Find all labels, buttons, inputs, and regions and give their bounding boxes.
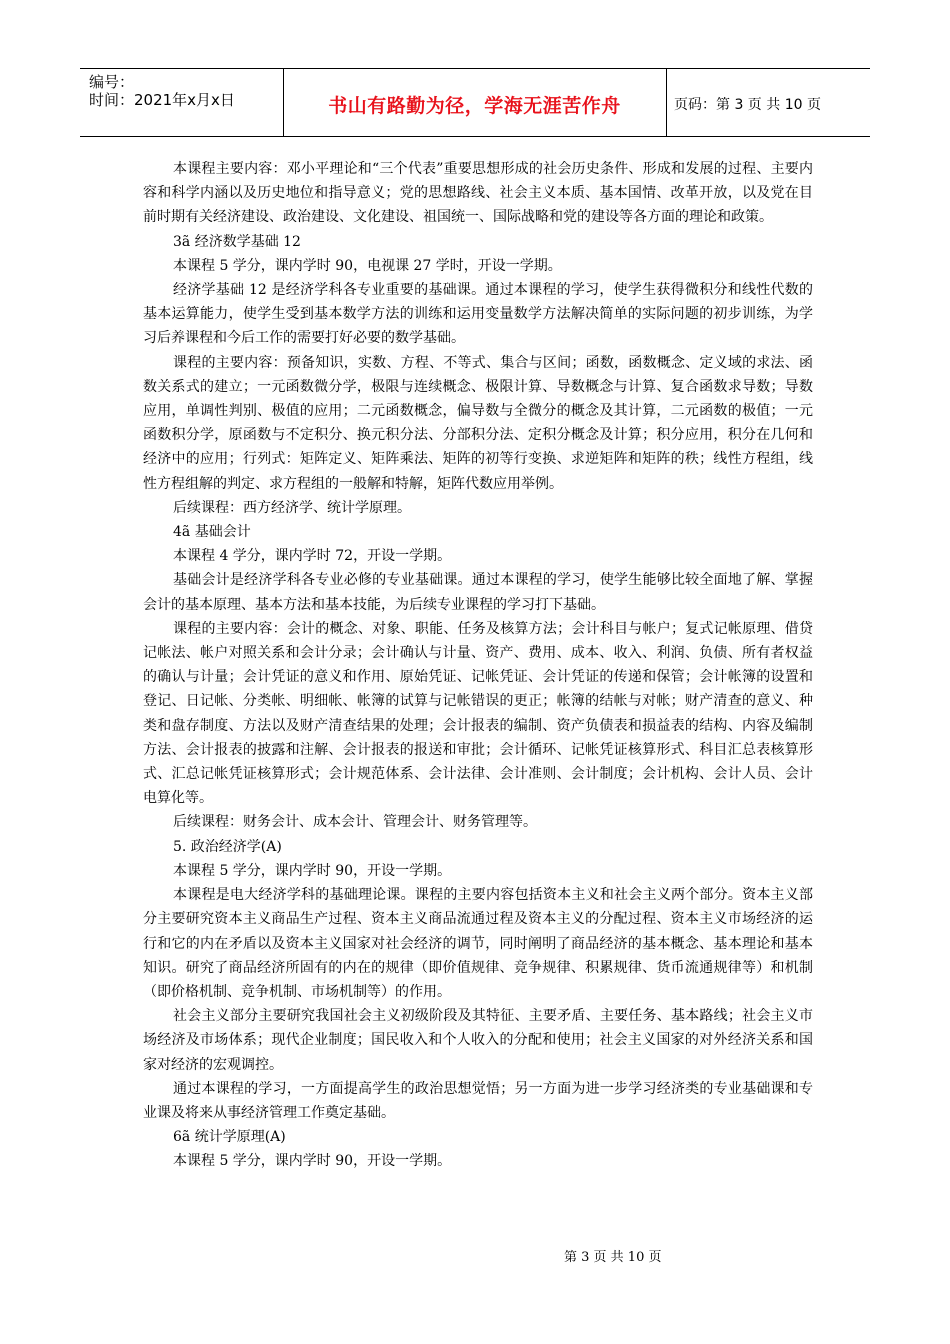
paragraph: 本课程是电大经济学科的基础理论课。课程的主要内容包括资本主义和社会主义两个部分。资本主义部分主要研究资本主义商品生产过程、资本主义商品流通过程及资本主义的分配过程、资本主义市场经济的运行和它的内在矛盾以及资本主义国家对社会经济的调节，同时阐明了商品经济的基本概念、基本理论和基本知识。研究了商品经济所固有的内在的规律（即价值规律、竞争规律、积累规律、货币流通规律等）和机制（即价格机制、竞争机制、市场机制等）的作用。 xyxy=(143,887,813,1000)
header-motto: 书山有路勤为径，学海无涯苦作舟 xyxy=(328,95,621,117)
paragraph: 本课程主要内容：邓小平理论和“三个代表”重要思想形成的社会历史条件、形成和发展的过程、主要内容和科学内涵以及历史地位和指导意义；党的思想路线、社会主义本质、基本国情、改革开放，以及党在目前时期有关经济建设、政治建设、文化建设、祖国统一、国际战略和党的建设等各方面的理论和政策。 xyxy=(143,161,813,226)
header-meta-cell xyxy=(80,69,284,136)
section-heading: 3ã 经济数学基础 12 xyxy=(173,233,301,250)
paragraph: 基础会计是经济学科各专业必修的专业基础课。通过本课程的学习，使学生能够比较全面地了解、掌握会计的基本原理、基本方法和基本技能，为后续专业课程的学习打下基础。 xyxy=(143,572,813,613)
document-body xyxy=(143,157,813,1174)
paragraph: 通过本课程的学习，一方面提高学生的政治思想觉悟；另一方面为进一步学习经济类的专业基础课和专业课及将来从事经济管理工作奠定基础。 xyxy=(143,1080,813,1121)
paragraph: 课程的主要内容：预备知识，实数、方程、不等式、集合与区间；函数，函数概念、定义域的求法、函数关系式的建立；一元函数微分学，极限与连续概念、极限计算、导数概念与计算、复合函数求导数；导数应用，单调性判别、极值的应用；二元函数概念，偏导数与全微分的概念及其计算，二元函数的极值；一元函数积分学，原函数与不定积分、换元积分法、分部积分法、定积分概念及计算；积分应用，积分在几何和经济中的应用；行列式：矩阵定义、矩阵乘法、矩阵的初等行变换、求逆矩阵和矩阵的秩；线性方程组，线性方程组解的判定、求方程组的一般解和特解，矩阵代数应用举例。 xyxy=(143,354,813,492)
paragraph: 本课程 4 学分，课内学时 72，开设一学期。 xyxy=(173,548,452,565)
section-heading: 5. 政治经济学(A) xyxy=(173,838,282,855)
paragraph: 课程的主要内容：会计的概念、对象、职能、任务及核算方法；会计科目与帐户；复式记帐原理、借贷记帐法、帐户对照关系和会计分录；会计确认与计量、资产、费用、成本、收入、利润、负债、所有者权益的确认与计量；会计凭证的意义和作用、原始凭证、记帐凭证、会计凭证的传递和保管；会计帐簿的设置和登记、日记帐、分类帐、明细帐、帐簿的试算与记帐错误的更正；帐簿的结帐与对帐；财产清查的意义、种类和盘存制度、方法以及财产清查结果的处理；会计报表的编制、资产负债表和损益表的结构、内容及编制方法、会计报表的披露和注解、会计报表的报送和审批；会计循环、记帐凭证核算形式、科目汇总表核算形式、汇总记帐凭证核算形式；会计规范体系、会计法律、会计准则、会计制度；会计机构、会计人员、会计电算化等。 xyxy=(143,620,813,807)
page-footer: 第 3 页 共 10 页 xyxy=(564,1250,662,1265)
document-date-label: 时间：2021年x月x日 xyxy=(89,91,235,109)
paragraph: 本课程 5 学分，课内学时 90，电视课 27 学时，开设一学期。 xyxy=(173,257,562,274)
page-header xyxy=(80,68,870,137)
section-heading: 4ã 基础会计 xyxy=(173,524,251,541)
document-number-label: 编号： xyxy=(89,73,135,91)
paragraph: 后续课程：西方经济学、统计学原理。 xyxy=(173,499,411,516)
paragraph: 经济学基础 12 是经济学科各专业重要的基础课。通过本课程的学习，使学生获得微积分和线性代数的基本运算能力，使学生受到基本数学方法的训练和运用变量数学方法解决简单的实际问题的初步训练，为学习后养课程和今后工作的需要打好必要的数学基础。 xyxy=(143,282,813,347)
header-page-number: 页码：第 3 页 共 10 页 xyxy=(674,97,821,113)
header-page-cell xyxy=(666,69,870,136)
paragraph: 后续课程：财务会计、成本会计、管理会计、财务管理等。 xyxy=(173,814,537,831)
paragraph: 社会主义部分主要研究我国社会主义初级阶段及其特征、主要矛盾、主要任务、基本路线；社会主义市场经济及市场体系；现代企业制度；国民收入和个人收入的分配和使用；社会主义国家的对外经济关系和国家对经济的宏观调控。 xyxy=(143,1008,813,1073)
section-heading: 6ã 统计学原理(A) xyxy=(173,1129,286,1146)
header-motto-cell xyxy=(283,69,667,136)
paragraph: 本课程 5 学分，课内学时 90，开设一学期。 xyxy=(173,1153,452,1170)
paragraph: 本课程 5 学分，课内学时 90，开设一学期。 xyxy=(173,862,452,879)
